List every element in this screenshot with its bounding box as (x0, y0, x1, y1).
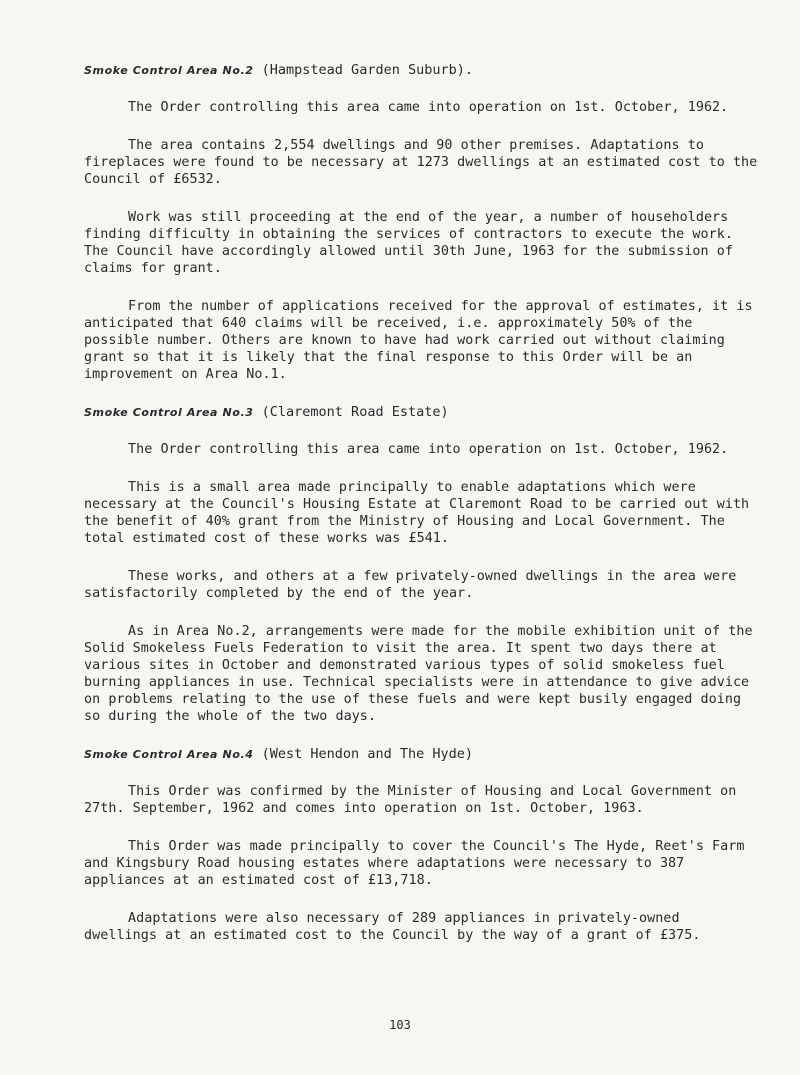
section-heading-title: Smoke Control Area No.3 (84, 406, 254, 419)
section-heading-title: Smoke Control Area No.2 (84, 64, 254, 77)
paragraph: These works, and others at a few privately-owned dwellings in the area were satisfactorily completed by the end of the year. (84, 569, 737, 601)
page-number: 103 (389, 1018, 411, 1032)
paragraph: This is a small area made principally to enable adaptations which were necessary at the Council's Housing Estate at Claremont Road to be carried out with the benefit of 40% grant from the Ministry of Housing and Local Government. The total estimated cost of these works was £541. (84, 480, 750, 546)
document-body (84, 62, 760, 965)
paragraph: This Order was confirmed by the Minister of Housing and Local Government on 27th. September, 1962 and comes into operation on 1st. October, 1963. (84, 784, 737, 816)
paragraph: From the number of applications received for the approval of estimates, it is anticipated that 640 claims will be received, i.e. approximately 50% of the possible number. Others are known to have had work carried out without claiming grant so that it is likely that the final response to this Order will be an improvement on Area No.1. (84, 299, 753, 382)
section-heading-subtitle: (Claremont Road Estate) (261, 404, 449, 420)
section-heading (84, 746, 760, 763)
paragraph: The Order controlling this area came into operation on 1st. October, 1962. (128, 100, 729, 115)
paragraph: Work was still proceeding at the end of the year, a number of householders finding difficulty in obtaining the services of contractors to execute the work. The Council have accordingly allowed until 30th June, 1963 for the submission of claims for grant. (84, 210, 733, 276)
section-area-2 (84, 62, 760, 383)
paragraph: This Order was made principally to cover the Council's The Hyde, Reet's Farm and Kingsbury Road housing estates where adaptations were necessary to 387 appliances at an estimated cost of £13,718. (84, 839, 745, 888)
section-heading-subtitle: (West Hendon and The Hyde) (261, 746, 473, 762)
section-area-4 (84, 746, 760, 944)
section-area-3 (84, 404, 760, 725)
paragraph: The Order controlling this area came into operation on 1st. October, 1962. (128, 442, 729, 457)
section-heading (84, 62, 760, 79)
paragraph: Adaptations were also necessary of 289 appliances in privately-owned dwellings at an estimated cost to the Council by the way of a grant of £375. (84, 911, 701, 943)
section-heading-title: Smoke Control Area No.4 (84, 748, 254, 761)
section-heading (84, 404, 760, 421)
paragraph: As in Area No.2, arrangements were made for the mobile exhibition unit of the Solid Smokeless Fuels Federation to visit the area. It spent two days there at various sites in October and demonstrated various types of solid smokeless fuel burning appliances in use. Technical specialists were in attendance to give advice on problems relating to the use of these fuels and were kept busily engaged doing so during the whole of the two days. (84, 624, 753, 724)
section-heading-subtitle: (Hampstead Garden Suburb). (261, 62, 473, 78)
paragraph: The area contains 2,554 dwellings and 90 other premises. Adaptations to fireplaces were found to be necessary at 1273 dwellings at an estimated cost to the Council of £6532. (84, 138, 758, 187)
